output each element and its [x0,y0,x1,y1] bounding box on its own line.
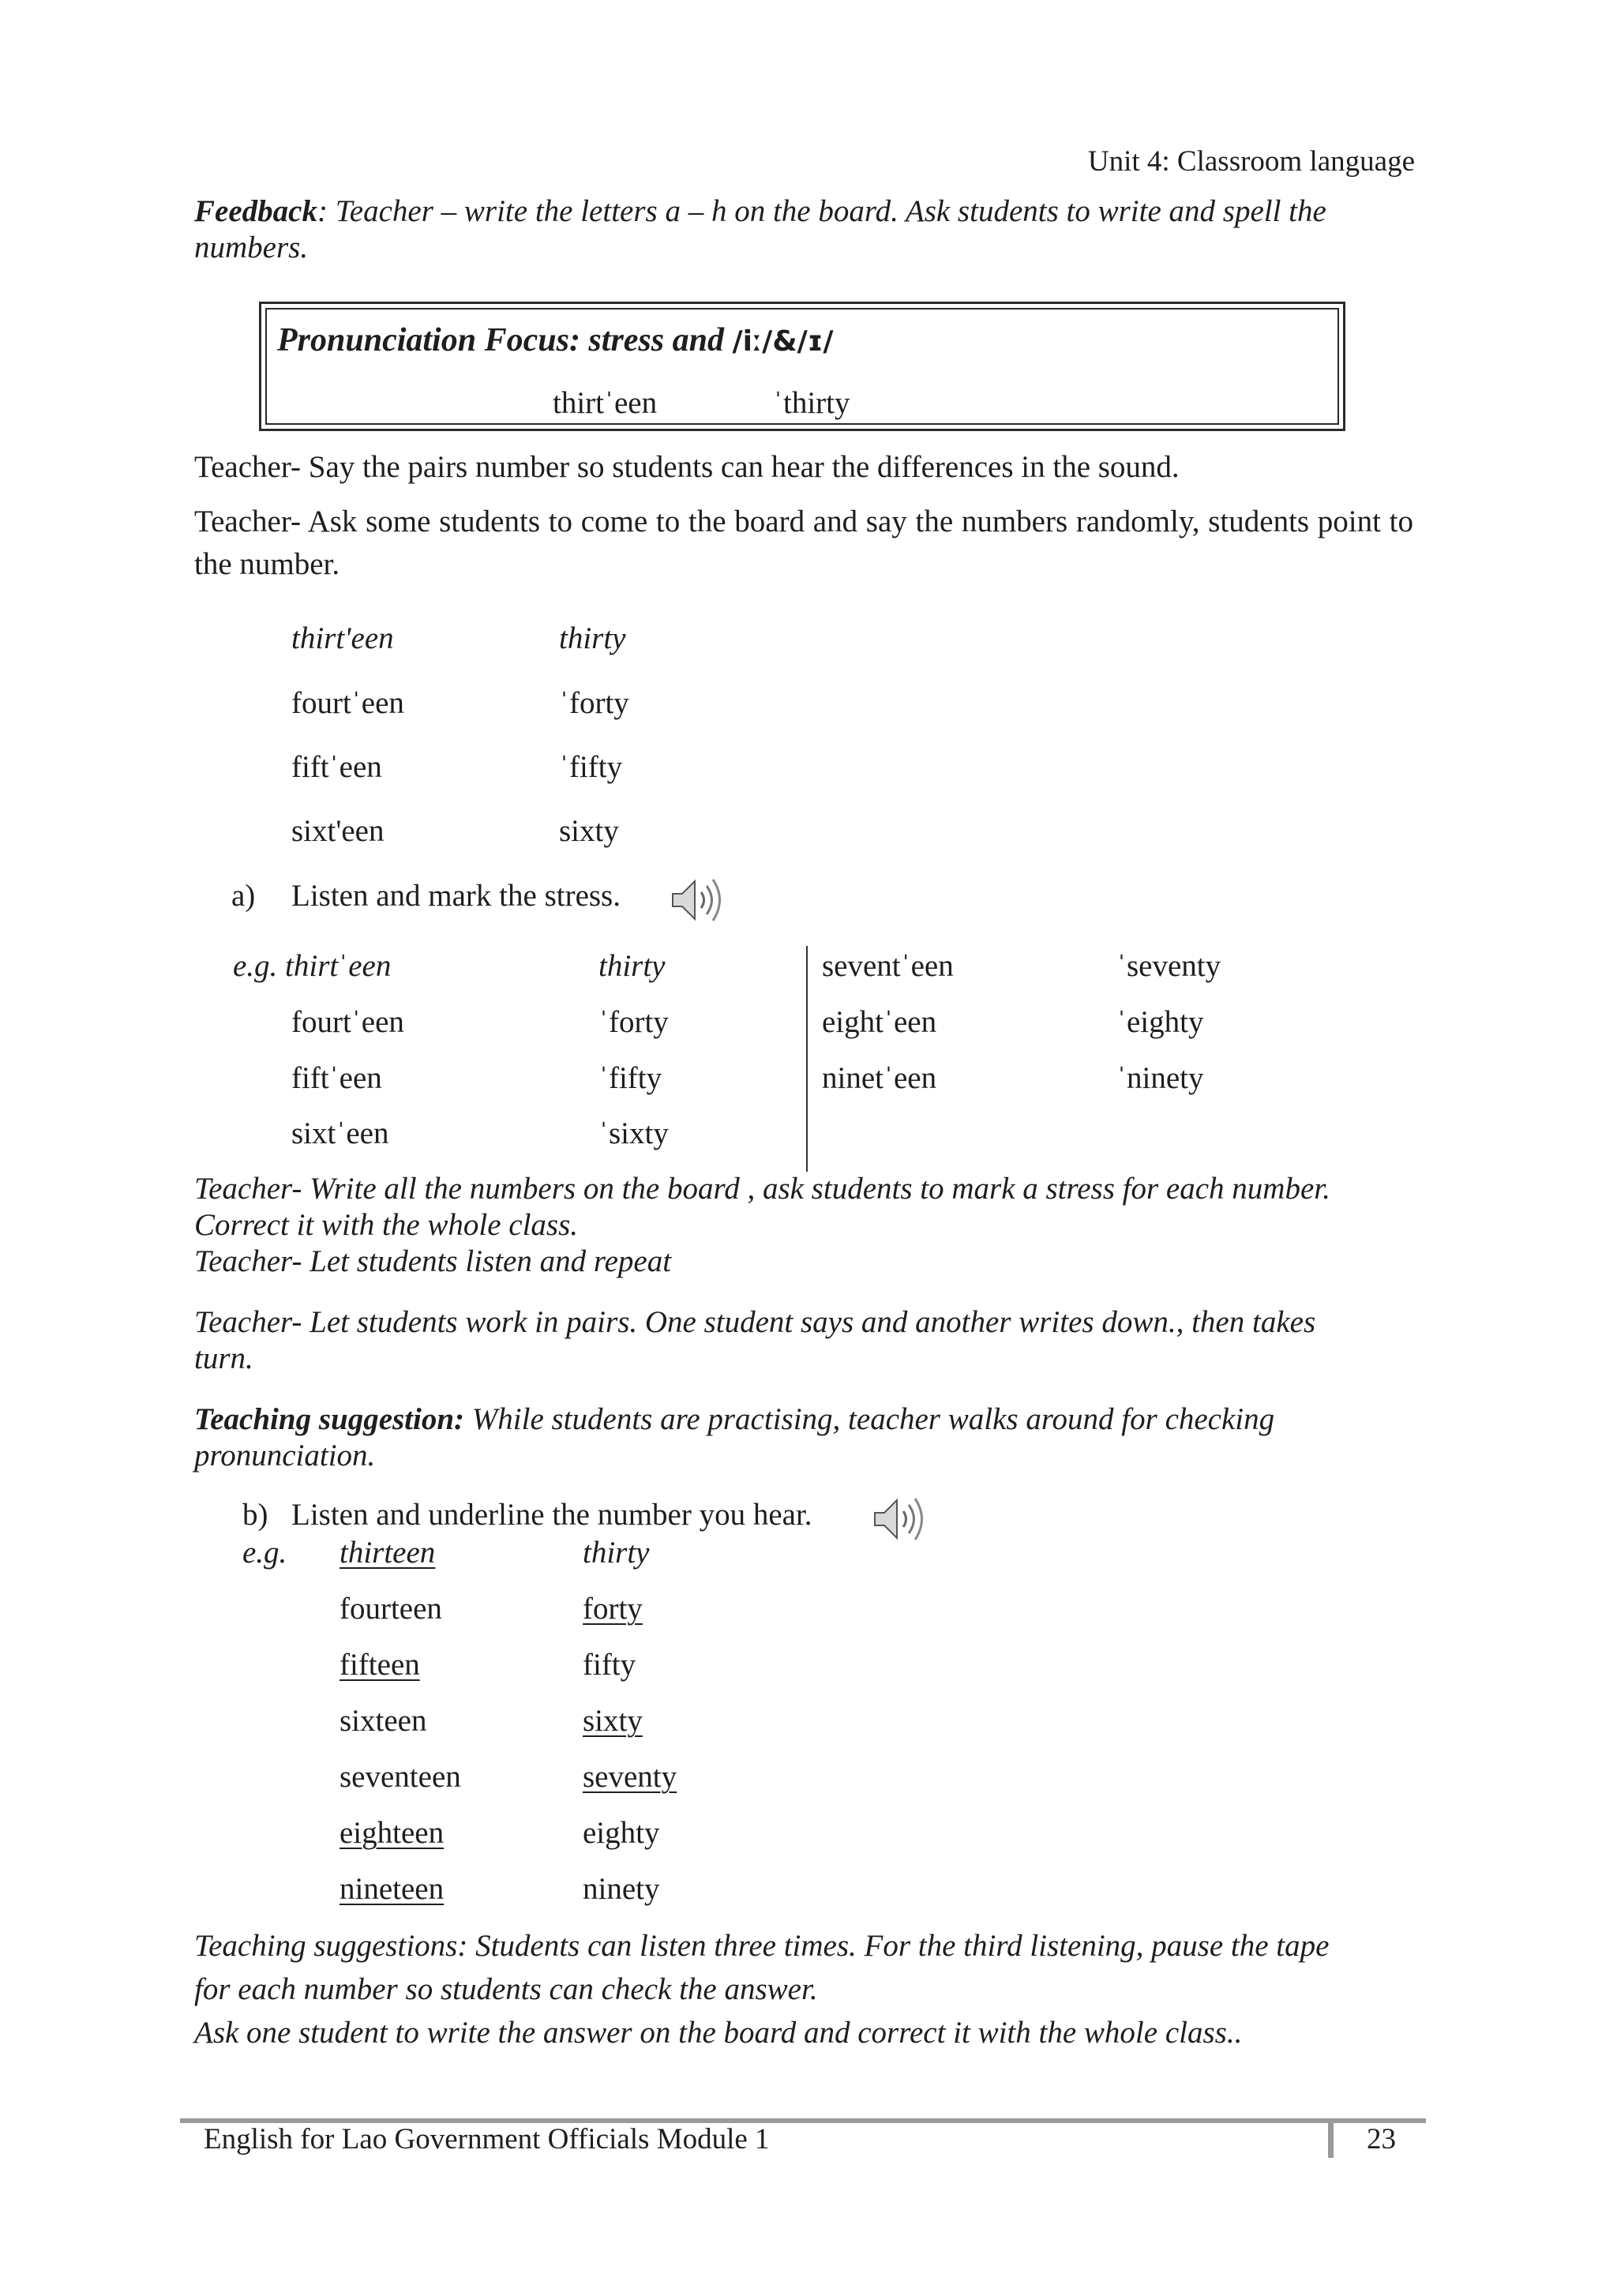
stress-left-a-3: fiftˈeen [291,1061,382,1095]
teacher-notes-1: Teacher- Write all the numbers on the board , ask students to mark a stress for each number. Correct it with the whole class. Teacher- Let students listen and repeat [194,1172,1330,1278]
feedback-label: Feedback [194,194,317,228]
teaching-suggestions-2: Teaching suggestions: Students can listen three times. For the third listening, pause the tape for each number so students can check the answer. Ask one student to write the answer on the board and correct it with the whole class.. [194,1929,1330,2050]
stress-right-a-2: eightˈeen [822,1005,937,1039]
listen-b-1: thirty [583,1536,650,1570]
page-number: 23 [1367,2123,1396,2155]
task-a-instruction: Listen and mark the stress. [291,879,621,913]
footer-separator [1328,2118,1334,2158]
speaker-icon[interactable] [872,1494,932,1544]
listen-b-6: eighty [583,1816,660,1850]
pair-b-1: thirty [559,621,626,655]
table-divider [806,946,808,1172]
stress-left-a-4: sixtˈeen [291,1116,389,1150]
pair-a-1: thirt'een [291,621,394,655]
stress-left-b-3: ˈfifty [598,1061,662,1095]
unit-header: Unit 4: Classroom language [1087,145,1415,178]
listen-a-7: nineteen [340,1872,445,1906]
stress-right-b-1: ˈseventy [1116,949,1221,983]
stress-left-a-1: e.g. thirtˈeen [233,949,392,983]
pair-a-3: fiftˈeen [291,750,382,784]
listen-a-3: fifteen [340,1648,420,1682]
teacher-instruction-1: Teacher- Say the pairs number so students can hear the differences in the sound. [194,450,1180,484]
stress-left-a-2: fourtˈeen [291,1005,404,1039]
pronunciation-focus-box [259,302,1345,431]
ipa-symbols: /iː/&/ɪ/ [732,325,834,358]
listen-a-2: fourteen [340,1592,442,1626]
speaker-icon[interactable] [670,875,730,925]
stress-left-b-4: ˈsixty [598,1116,669,1150]
listen-a-1: thirteen [340,1536,436,1570]
listen-a-6: eighteen [340,1816,445,1850]
listen-b-2: forty [583,1592,643,1626]
stress-right-a-3: ninetˈeen [822,1061,937,1095]
stress-right-b-2: ˈeighty [1116,1005,1204,1039]
feedback-paragraph [194,193,1426,266]
task-b-instruction: Listen and underline the number you hear. [291,1498,812,1532]
teacher-notes-2: Teacher- Let students work in pairs. One student says and another writes down., then takes turn. [194,1305,1316,1375]
pair-b-2: ˈforty [559,686,629,720]
teaching-suggestion-label: Teaching suggestion: [194,1402,465,1436]
listen-a-4: sixteen [340,1704,427,1738]
teacher-instruction-2: Teacher- Ask some students to come to the board and say the numbers randomly, students point to the number. [194,505,1413,581]
listen-b-3: fifty [583,1648,636,1682]
pair-b-3: ˈfifty [559,750,623,784]
listen-b-7: ninety [583,1872,660,1906]
listen-a-5: seventeen [340,1760,461,1794]
stress-left-b-2: ˈforty [598,1005,669,1039]
pron-example-1: thirtˈeen [553,386,658,420]
pronunciation-focus-title: Pronunciation Focus: stress and /iː/&/ɪ/ [277,322,834,358]
pair-a-4: sixt'een [291,814,385,848]
task-b-marker: b) [242,1498,268,1532]
footer-title: English for Lao Government Officials Module 1 [204,2123,770,2155]
task-a-marker: a) [231,879,256,913]
stress-right-a-1: seventˈeen [822,949,954,983]
stress-left-b-1: thirty [598,949,666,983]
eg-label: e.g. [242,1536,287,1570]
feedback-text: : Teacher – write the letters a – h on the board. Ask students to write and spell the [317,194,1326,228]
stress-right-b-3: ˈninety [1116,1061,1204,1095]
pron-example-2: ˈthirty [773,386,850,420]
teaching-suggestion-1: Teaching suggestion: While students are practising, teacher walks around for checking pronunciation. [194,1402,1275,1473]
listen-b-5: seventy [583,1760,677,1794]
pair-b-4: sixty [559,814,619,848]
feedback-text-cont: numbers. [194,231,309,264]
listen-b-4: sixty [583,1704,643,1738]
pair-a-2: fourtˈeen [291,686,404,720]
